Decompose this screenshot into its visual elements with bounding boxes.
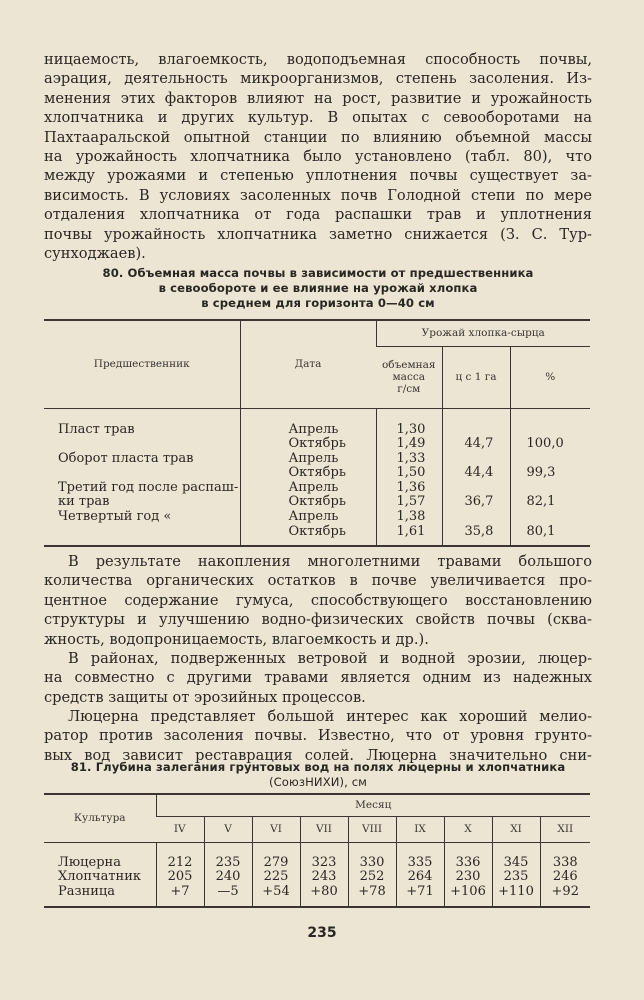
mass-cell: 1,50 bbox=[396, 465, 426, 481]
header-month-cell: X bbox=[444, 816, 492, 842]
difference-cell: +54 bbox=[252, 885, 300, 907]
paragraph-4 bbox=[44, 707, 592, 765]
date-cell: Октябрь bbox=[288, 494, 346, 510]
difference-cell: +7 bbox=[156, 885, 204, 907]
mass-cell: 1,30 bbox=[396, 421, 426, 437]
text-line: между урожаями и степенью уплотнения почвы существует за- bbox=[44, 167, 592, 185]
header-cotton-yield: Урожай хлопка-сырца bbox=[376, 320, 590, 346]
predecessor-name: Пласт трав bbox=[58, 421, 135, 437]
header-month-cell: XI bbox=[492, 816, 540, 842]
culture-name: Разница bbox=[58, 884, 116, 899]
depth-cell: 345 bbox=[492, 842, 540, 870]
difference-cell: +78 bbox=[348, 885, 396, 907]
header-percent: % bbox=[510, 346, 590, 408]
percent-cell: 82,1 bbox=[526, 494, 556, 510]
depth-cell: 225 bbox=[252, 870, 300, 885]
header-yield: ц с 1 га bbox=[442, 346, 510, 408]
text-line: В районах, подверженных ветровой и водной эрозии, люцер- bbox=[68, 650, 592, 667]
date-cell: Апрель bbox=[288, 450, 339, 466]
page-number: 235 bbox=[307, 925, 337, 941]
date-cell: Апрель bbox=[288, 509, 339, 525]
culture-name: Хлопчатник bbox=[58, 869, 141, 884]
depth-cell: 230 bbox=[444, 870, 492, 885]
depth-cell: 205 bbox=[156, 870, 204, 885]
caption-line: в севообороте и ее влияние на урожай хлопка bbox=[158, 281, 478, 295]
culture-name: Люцерна bbox=[58, 854, 121, 870]
text-line: средств защиты от эрозийных процессов. bbox=[44, 688, 366, 706]
header-month: Месяц bbox=[156, 794, 590, 816]
date-cell: Апрель bbox=[288, 479, 339, 495]
predecessor-name: ки трав bbox=[58, 494, 110, 510]
text-line: хлопчатника и других культур. В опытах с севооборотами на bbox=[44, 109, 592, 127]
date-cell: Октябрь bbox=[288, 465, 346, 481]
header-month-cell: VIII bbox=[348, 816, 396, 842]
header-predecessor: Предшественник bbox=[44, 320, 240, 408]
predecessor-column bbox=[44, 408, 240, 546]
difference-cell: +106 bbox=[444, 885, 492, 907]
mass-cell: 1,36 bbox=[396, 479, 426, 495]
text-line: количества органических остатков в почве увеличивается про- bbox=[44, 572, 592, 590]
yield-cell: 36,7 bbox=[464, 494, 494, 510]
depth-cell: 246 bbox=[540, 870, 590, 885]
depth-cell: 279 bbox=[252, 842, 300, 870]
text-line: висимость. В условиях засоленных почв Голодной степи по мере bbox=[44, 186, 592, 204]
depth-cell: 338 bbox=[540, 842, 590, 870]
text-line: структуры и улучшению водно-физических свойств почвы (сква- bbox=[44, 611, 592, 629]
depth-cell: 212 bbox=[156, 842, 204, 870]
depth-cell: 264 bbox=[396, 870, 444, 885]
mass-cell: 1,57 bbox=[396, 494, 426, 510]
header-volume-mass bbox=[376, 346, 442, 408]
text-line: вых вод зависит реставрация солей. Люцерна значительно сни- bbox=[44, 746, 592, 764]
difference-cell: +80 bbox=[300, 885, 348, 907]
depth-cell: 243 bbox=[300, 870, 348, 885]
depth-cell: 335 bbox=[396, 842, 444, 870]
paragraph-2 bbox=[44, 552, 592, 649]
caption-line: (СоюзНИХИ), см bbox=[268, 775, 368, 789]
yield-cell: 44,7 bbox=[464, 436, 494, 452]
table-81-caption bbox=[44, 760, 592, 790]
header-month-cell: IX bbox=[396, 816, 444, 842]
text-line: на урожайность хлопчатника было установлено (табл. 80), что bbox=[44, 147, 592, 165]
header-month-cell: V bbox=[204, 816, 252, 842]
percent-column bbox=[510, 408, 590, 546]
percent-cell: 100,0 bbox=[526, 436, 564, 452]
depth-cell: 336 bbox=[444, 842, 492, 870]
table-81 bbox=[44, 793, 590, 908]
difference-cell: +71 bbox=[396, 885, 444, 907]
text-line: менения этих факторов влияют на рост, развитие и урожайность bbox=[44, 89, 592, 107]
text-line: почвы урожайность хлопчатника заметно снижается (З. С. Тур- bbox=[44, 225, 592, 243]
predecessor-name: Четвертый год « bbox=[58, 509, 172, 525]
yield-column bbox=[442, 408, 510, 546]
text-line: аэрация, деятельность микроорганизмов, степень засоления. Из- bbox=[44, 70, 592, 88]
table-80 bbox=[44, 319, 590, 547]
difference-cell: +92 bbox=[540, 885, 590, 907]
caption-line: в среднем для горизонта 0—40 см bbox=[201, 296, 435, 310]
depth-cell: 235 bbox=[492, 870, 540, 885]
header-culture: Культура bbox=[44, 794, 156, 842]
header-date: Дата bbox=[240, 320, 376, 408]
header-month-cell: XII bbox=[540, 816, 590, 842]
difference-cell: —5 bbox=[204, 885, 252, 907]
text-line: ницаемость, влагоемкость, водоподъемная способность почвы, bbox=[44, 51, 592, 68]
text-line: В результате накопления многолетними травами большого bbox=[68, 553, 592, 570]
mass-cell: 1,38 bbox=[396, 509, 426, 525]
difference-cell: +110 bbox=[492, 885, 540, 907]
text-line: на совместно с другими травами является одним из надежных bbox=[44, 669, 592, 687]
header-month-cell: VI bbox=[252, 816, 300, 842]
predecessor-name: Третий год после распаш- bbox=[58, 479, 239, 495]
percent-cell: 80,1 bbox=[526, 523, 556, 539]
text-line: центное содержание гумуса, способствующего восстановлению bbox=[44, 591, 592, 609]
text-line: отдаления хлопчатника от года распашки трав и уплотнения bbox=[44, 206, 592, 224]
header-volume-mass-line: масса bbox=[392, 371, 425, 383]
percent-cell: 99,3 bbox=[526, 465, 556, 481]
depth-cell: 323 bbox=[300, 842, 348, 870]
header-volume-mass-line: г/см bbox=[397, 383, 421, 395]
mass-cell: 1,33 bbox=[396, 450, 426, 466]
mass-cell: 1,61 bbox=[396, 523, 426, 539]
caption-line: 80. Объемная масса почвы в зависимости от предшественника bbox=[102, 266, 534, 280]
mass-cell: 1,49 bbox=[396, 436, 426, 452]
predecessor-name: Оборот пласта трав bbox=[58, 450, 194, 466]
header-month-cell: VII bbox=[300, 816, 348, 842]
date-cell: Октябрь bbox=[288, 436, 346, 452]
header-volume-mass-line: объемная bbox=[381, 359, 436, 371]
date-cell: Октябрь bbox=[288, 523, 346, 539]
depth-cell: 252 bbox=[348, 870, 396, 885]
paragraph-3 bbox=[44, 649, 592, 707]
header-month-cell: IV bbox=[156, 816, 204, 842]
paragraph-1 bbox=[44, 50, 592, 263]
date-cell: Апрель bbox=[288, 421, 339, 437]
yield-cell: 35,8 bbox=[464, 523, 494, 539]
depth-cell: 330 bbox=[348, 842, 396, 870]
text-line: Люцерна представляет большой интерес как хороший мелио- bbox=[68, 708, 592, 725]
table-80-caption bbox=[44, 266, 592, 311]
depth-cell: 240 bbox=[204, 870, 252, 885]
depth-cell: 235 bbox=[204, 842, 252, 870]
text-line: сунходжаев). bbox=[44, 244, 146, 262]
volume-mass-column bbox=[376, 408, 442, 546]
yield-cell: 44,4 bbox=[464, 465, 494, 481]
text-line: жность, водопроницаемость, влагоемкость и др.). bbox=[44, 630, 429, 648]
date-column bbox=[240, 408, 376, 546]
caption-line: 81. Глубина залегания грунтовых вод на полях люцерны и хлопчатника bbox=[70, 760, 566, 774]
text-line: ратор против засоления почвы. Известно, что от уровня грунто- bbox=[44, 727, 592, 745]
text-line: Пахтааральской опытной станции по влиянию объемной массы bbox=[44, 128, 592, 146]
